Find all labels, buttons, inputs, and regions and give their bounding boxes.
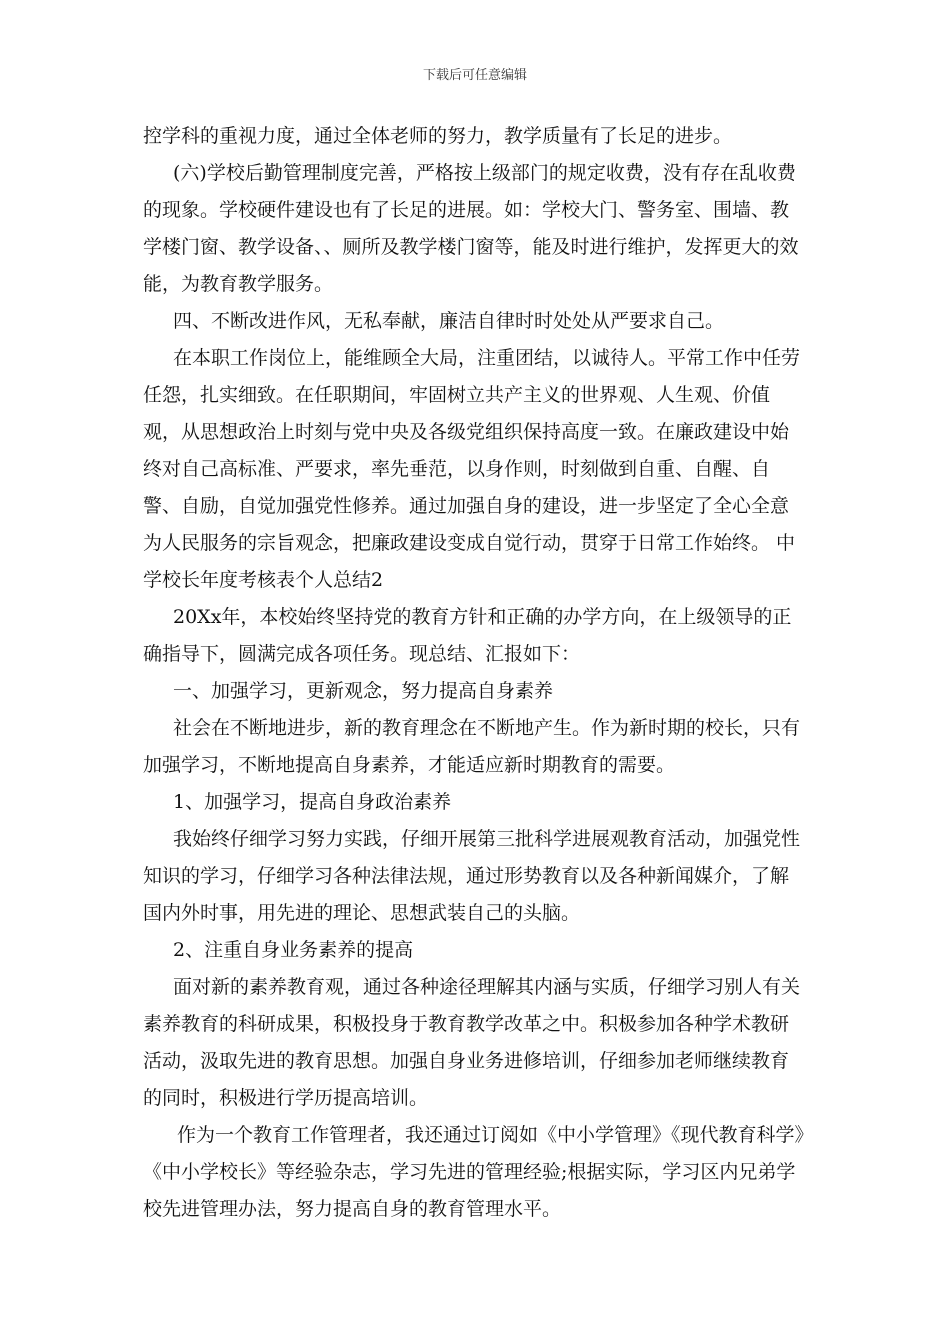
paragraph: 我始终仔细学习努力实践，仔细开展第三批科学进展观教育活动，加强党性知识的学习，仔细学习各种法律法规，通过形势教育以及各种新闻媒介，了解国内外时事，用先进的理论、思想武装自己的头脑。 [143,828,801,924]
subsection-heading: 1、加强学习，提高自身政治素养 [173,791,452,813]
section-heading: 一、加强学习，更新观念，努力提高自身素养 [173,680,554,702]
paragraph: 作为一个教育工作管理者，我还通过订阅如《中小学管理》《现代教育科学》《中小学校长》等经验杂志，学习先进的管理经验;根据实际，学习区内兄弟学校先进管理办法，努力提高自身的教育管理水平。 [143,1124,805,1220]
subsection-heading: 2、注重自身业务素养的提高 [173,939,414,961]
section-heading: 四、不断改进作风，无私奉献，廉洁自律时时处处从严要求自己。 [173,310,725,332]
paragraph: 控学科的重视力度，通过全体老师的努力，教学质量有了长足的进步。 [143,125,733,147]
document-body [143,118,807,1228]
page-header: 下载后可任意编辑 [422,68,527,83]
paragraph: 面对新的素养教育观，通过各种途径理解其内涵与实质，仔细学习别人有关素养教育的科研成果，积极投身于教育教学改革之中。积极参加各种学术教研活动，汲取先进的教育思想。加强自身业务进修培训，仔细参加老师继续教育的同时，积极进行学历提高培训。 [143,976,801,1109]
paragraph: 20Xx年，本校始终坚持党的教育方针和正确的办学方向，在上级领导的正确指导下，圆满完成各项任务。现总结、汇报如下： [143,606,792,665]
paragraph: (六)学校后勤管理制度完善，严格按上级部门的规定收费，没有存在乱收费的现象。学校硬件建设也有了长足的进展。如：学校大门、警务室、围墙、教学楼门窗、教学设备、、厕所及教学楼门窗等，能及时进行维护，发挥更大的效能，为教育教学服务。 [143,162,799,295]
paragraph: 社会在不断地进步，新的教育理念在不断地产生。作为新时期的校长，只有加强学习，不断地提高自身素养，才能适应新时期教育的需要。 [143,717,801,776]
paragraph: 在本职工作岗位上，能维顾全大局，注重团结，以诚待人。平常工作中任劳任怨，扎实细致。在任职期间，牢固树立共产主义的世界观、人生观、价值观，从思想政治上时刻与党中央及各级党组织保持高度一致。在廉政建设中始终对自己高标准、严要求，率先垂范，以身作则，时刻做到自重、自醒、自警、自励，自觉加强党性修养。通过加强自身的建设，进一步坚定了全心全意为人民服务的宗旨观念，把廉政建设变成自觉行动，贯穿于日常工作始终。 中学校长年度考核表个人总结2 [143,347,801,591]
